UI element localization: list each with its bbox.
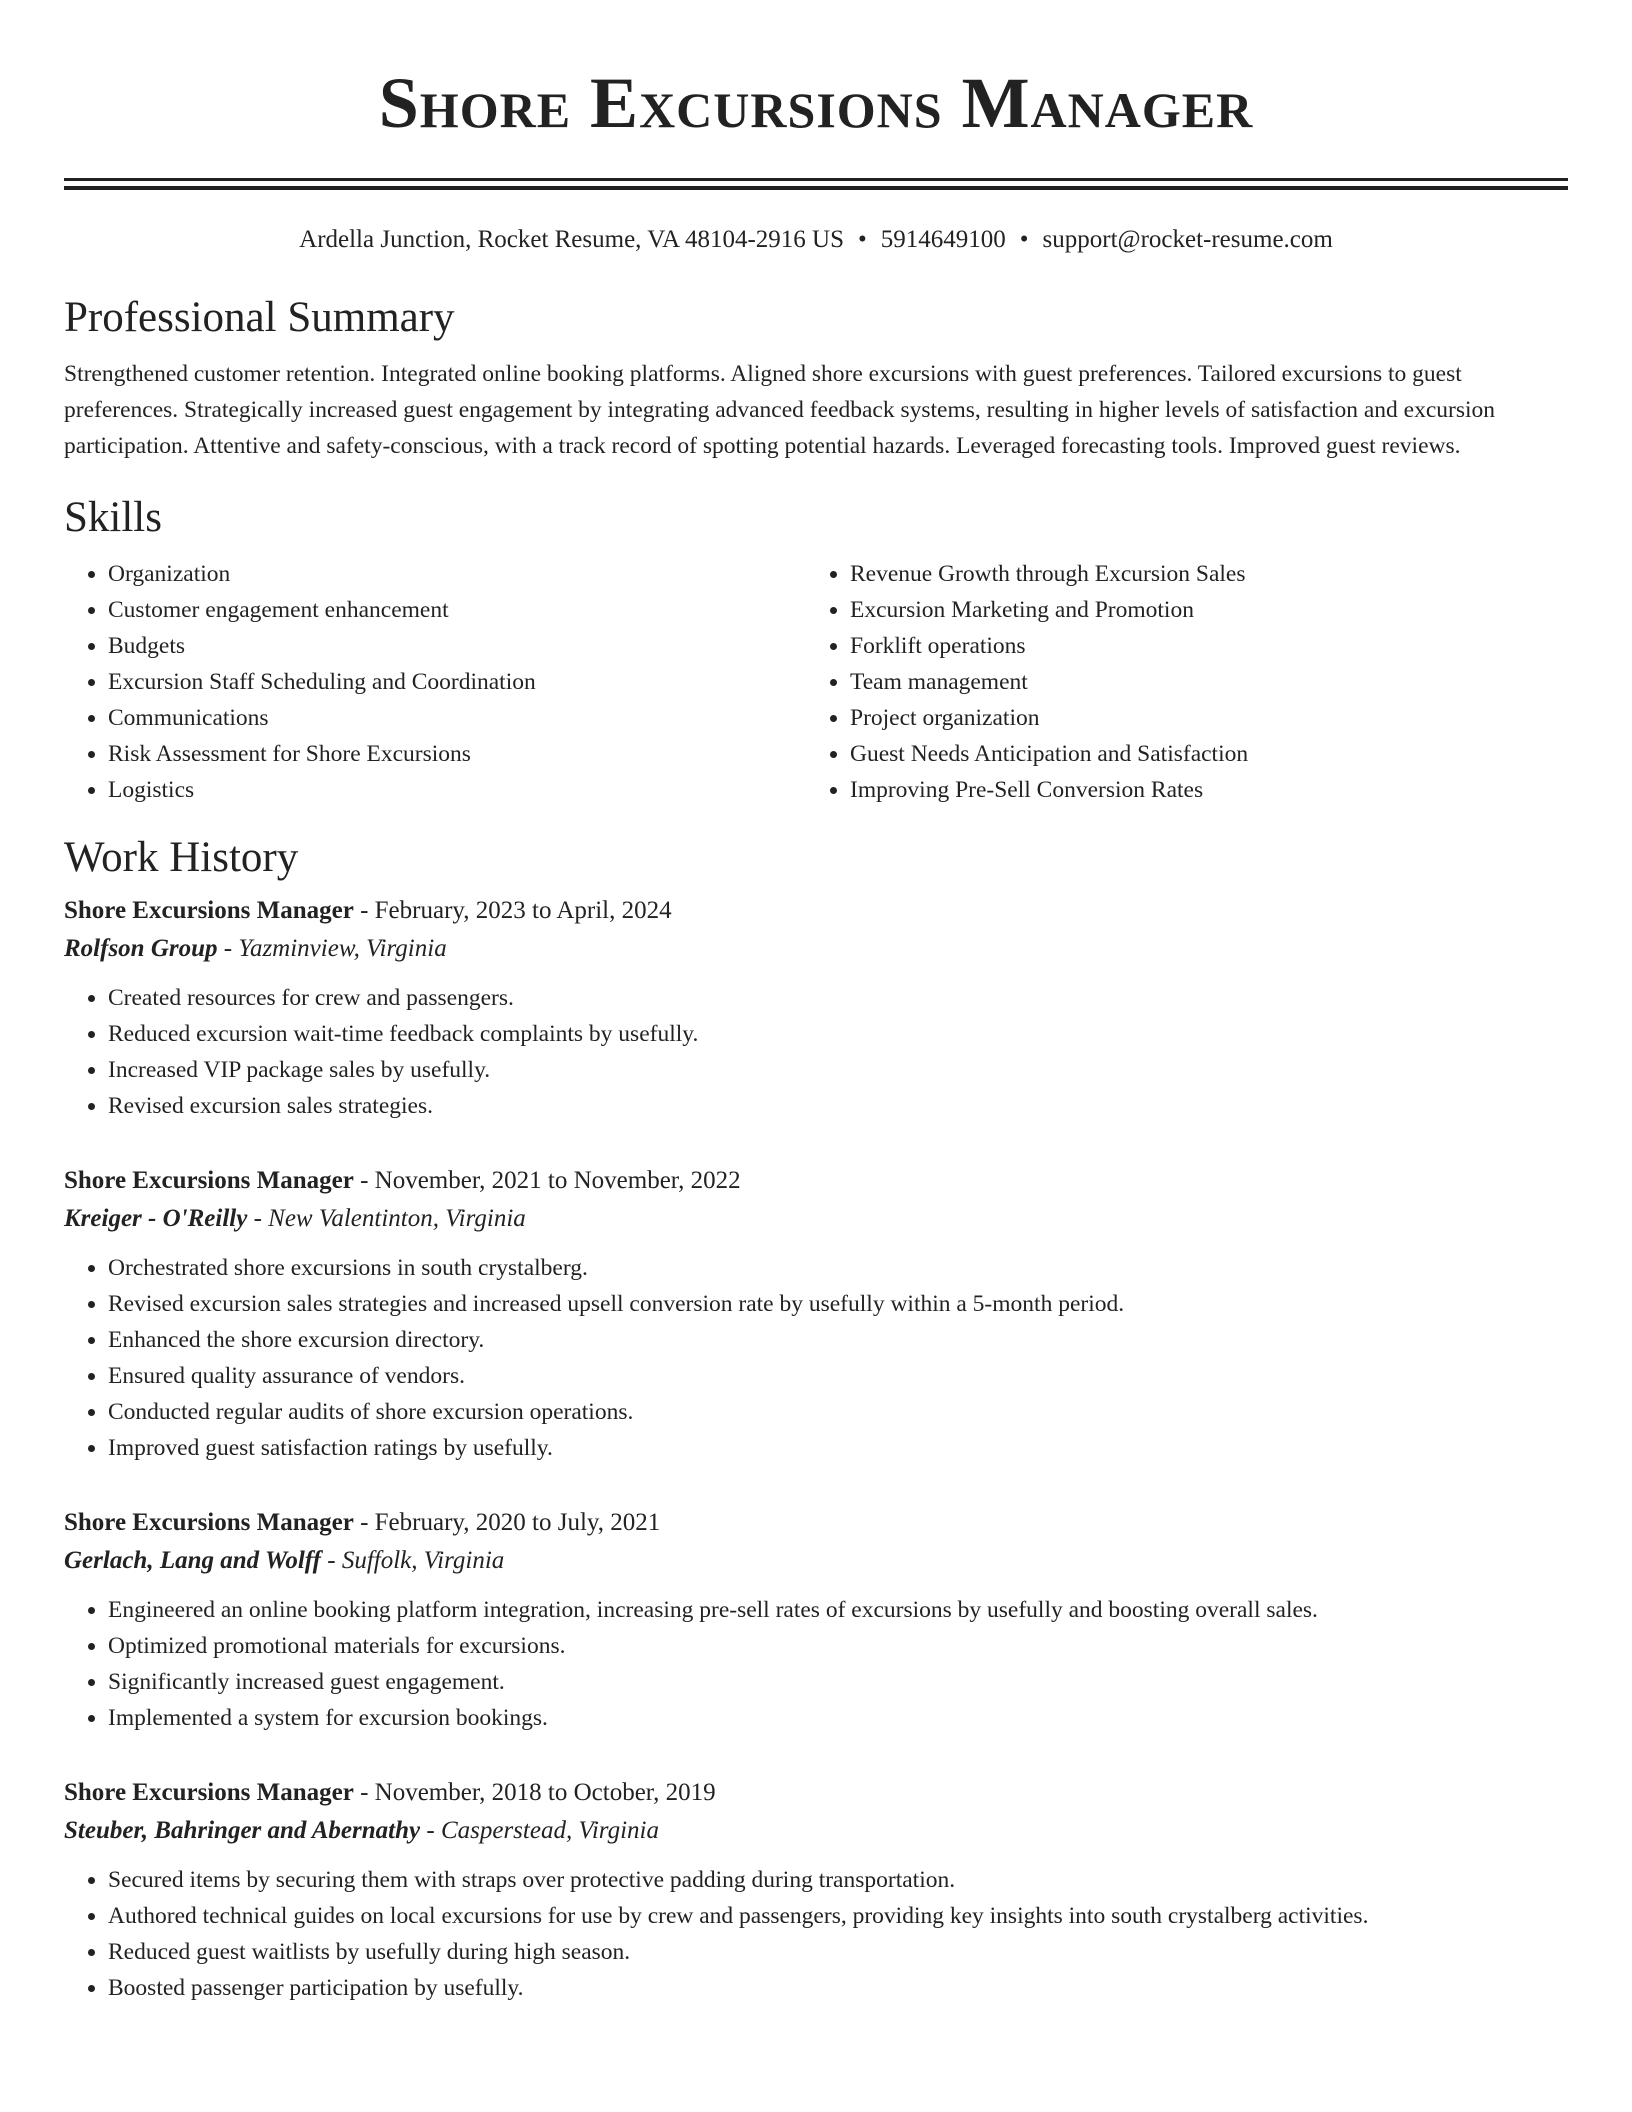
job-company-line xyxy=(64,1812,1568,1850)
job-company-line xyxy=(64,1542,1568,1580)
job-dash: - xyxy=(353,1167,375,1194)
title-rule-bottom xyxy=(64,186,1568,190)
job-dash: - xyxy=(217,935,239,962)
job-company: Rolfson Group xyxy=(64,935,218,962)
contact-separator: • xyxy=(858,226,867,253)
contact-line xyxy=(64,222,1568,258)
job-bullet: • Revised excursion sales strategies. xyxy=(108,1088,1568,1124)
skill-item: • Forklift operations xyxy=(850,628,1548,664)
job-dash: - xyxy=(420,1817,441,1844)
skill-item: • Project organization xyxy=(850,700,1548,736)
contact-email[interactable]: support@rocket-resume.com xyxy=(1042,226,1333,253)
skill-item: • Risk Assessment for Shore Excursions xyxy=(108,736,806,772)
job-entry xyxy=(64,892,1568,1124)
work-history-heading: Work History xyxy=(64,834,299,881)
contact-phone: 5914649100 xyxy=(880,226,1006,253)
title-rule-top xyxy=(64,178,1568,181)
job-dash: - xyxy=(353,897,375,924)
job-bullets xyxy=(64,1862,1568,2006)
job-bullets xyxy=(64,980,1568,1124)
job-role: Shore Excursions Manager xyxy=(64,1167,354,1194)
job-bullet: • Ensured quality assurance of vendors. xyxy=(108,1358,1568,1394)
job-entry xyxy=(64,1162,1568,1466)
job-bullet: • Significantly increased guest engagement. xyxy=(108,1664,1568,1700)
skill-item: • Budgets xyxy=(108,628,806,664)
job-dash: - xyxy=(353,1509,375,1536)
job-bullet: • Reduced guest waitlists by usefully during high season. xyxy=(108,1934,1568,1970)
job-bullet: • Orchestrated shore excursions in south crystalberg. xyxy=(108,1250,1568,1286)
job-dash: - xyxy=(320,1547,342,1574)
job-bullet: • Created resources for crew and passengers. xyxy=(108,980,1568,1016)
skills-heading: Skills xyxy=(64,494,162,541)
job-bullet: • Authored technical guides on local excursions for use by crew and passengers, providing key insights into south crystalberg activities. xyxy=(108,1898,1568,1934)
contact-separator: • xyxy=(1019,226,1029,253)
job-company: Kreiger - O'Reilly xyxy=(64,1205,248,1232)
skill-item: • Guest Needs Anticipation and Satisfaction xyxy=(850,736,1548,772)
skill-item: • Team management xyxy=(850,664,1548,700)
skill-item: • Logistics xyxy=(108,772,806,808)
job-location: New Valentinton, Virginia xyxy=(268,1205,526,1232)
job-bullet: • Reduced excursion wait-time feedback complaints by usefully. xyxy=(108,1016,1568,1052)
job-dates: November, 2018 to October, 2019 xyxy=(374,1779,716,1806)
job-bullet: • Implemented a system for excursion bookings. xyxy=(108,1700,1568,1736)
job-dates: February, 2023 to April, 2024 xyxy=(374,897,672,924)
job-bullets xyxy=(64,1250,1568,1466)
job-company: Gerlach, Lang and Wolff xyxy=(64,1547,321,1574)
summary-text: Strengthened customer retention. Integrated online booking platforms. Aligned shore excursions with guest preferences. Tailored excursions to guest preferences. Strategically increased guest engagement by integrating advanced feedback systems, resulting in higher levels of satisfaction and excursion participation. Attentive and safety-conscious, with a track record of spotting potential hazards. Leveraged forecasting tools. Improved guest reviews. xyxy=(64,361,1496,459)
job-bullet: • Enhanced the shore excursion directory. xyxy=(108,1322,1568,1358)
job-dates: November, 2021 to November, 2022 xyxy=(374,1167,741,1194)
job-bullet: • Engineered an online booking platform integration, increasing pre-sell rates of excursions by usefully and boosting overall sales. xyxy=(108,1592,1568,1628)
job-role: Shore Excursions Manager xyxy=(64,1779,354,1806)
job-title-line xyxy=(64,1504,1568,1542)
skill-item: • Communications xyxy=(108,700,806,736)
job-bullet: • Optimized promotional materials for excursions. xyxy=(108,1628,1568,1664)
job-dates: February, 2020 to July, 2021 xyxy=(374,1509,661,1536)
job-title-line xyxy=(64,1162,1568,1200)
job-title-line xyxy=(64,1774,1568,1812)
skill-item: • Excursion Staff Scheduling and Coordination xyxy=(108,664,806,700)
job-bullets xyxy=(64,1592,1568,1736)
contact-address: Ardella Junction, Rocket Resume, VA 48104-2916 US xyxy=(299,226,845,253)
job-dash: - xyxy=(247,1205,269,1232)
skills-list xyxy=(64,556,1568,808)
summary-heading: Professional Summary xyxy=(64,294,455,341)
job-location: Yazminview, Virginia xyxy=(238,935,447,962)
job-bullet: • Revised excursion sales strategies and increased upsell conversion rate by usefully within a 5-month period. xyxy=(108,1286,1568,1322)
job-entry xyxy=(64,1774,1568,2006)
job-role: Shore Excursions Manager xyxy=(64,1509,354,1536)
job-company-line xyxy=(64,1200,1568,1238)
job-bullet: • Conducted regular audits of shore excursion operations. xyxy=(108,1394,1568,1430)
job-location: Casperstead, Virginia xyxy=(440,1817,659,1844)
job-bullet: • Secured items by securing them with straps over protective padding during transportation. xyxy=(108,1862,1568,1898)
job-company-line xyxy=(64,930,1568,968)
job-title-line xyxy=(64,892,1568,930)
skills-column-right xyxy=(806,556,1548,808)
job-dash: - xyxy=(353,1779,375,1806)
skills-column-left xyxy=(64,556,806,808)
skill-item: • Revenue Growth through Excursion Sales xyxy=(850,556,1548,592)
resume-title: Shore Excursions Manager xyxy=(378,63,1254,143)
job-bullet: • Improved guest satisfaction ratings by usefully. xyxy=(108,1430,1568,1466)
skill-item: • Organization xyxy=(108,556,806,592)
job-bullet: • Increased VIP package sales by usefully. xyxy=(108,1052,1568,1088)
skill-item: • Improving Pre-Sell Conversion Rates xyxy=(850,772,1548,808)
job-entry xyxy=(64,1504,1568,1736)
job-company: Steuber, Bahringer and Abernathy xyxy=(64,1817,421,1844)
job-bullet: • Boosted passenger participation by usefully. xyxy=(108,1970,1568,2006)
skill-item: • Customer engagement enhancement xyxy=(108,592,806,628)
job-location: Suffolk, Virginia xyxy=(341,1547,505,1574)
job-role: Shore Excursions Manager xyxy=(64,897,354,924)
skill-item: • Excursion Marketing and Promotion xyxy=(850,592,1548,628)
